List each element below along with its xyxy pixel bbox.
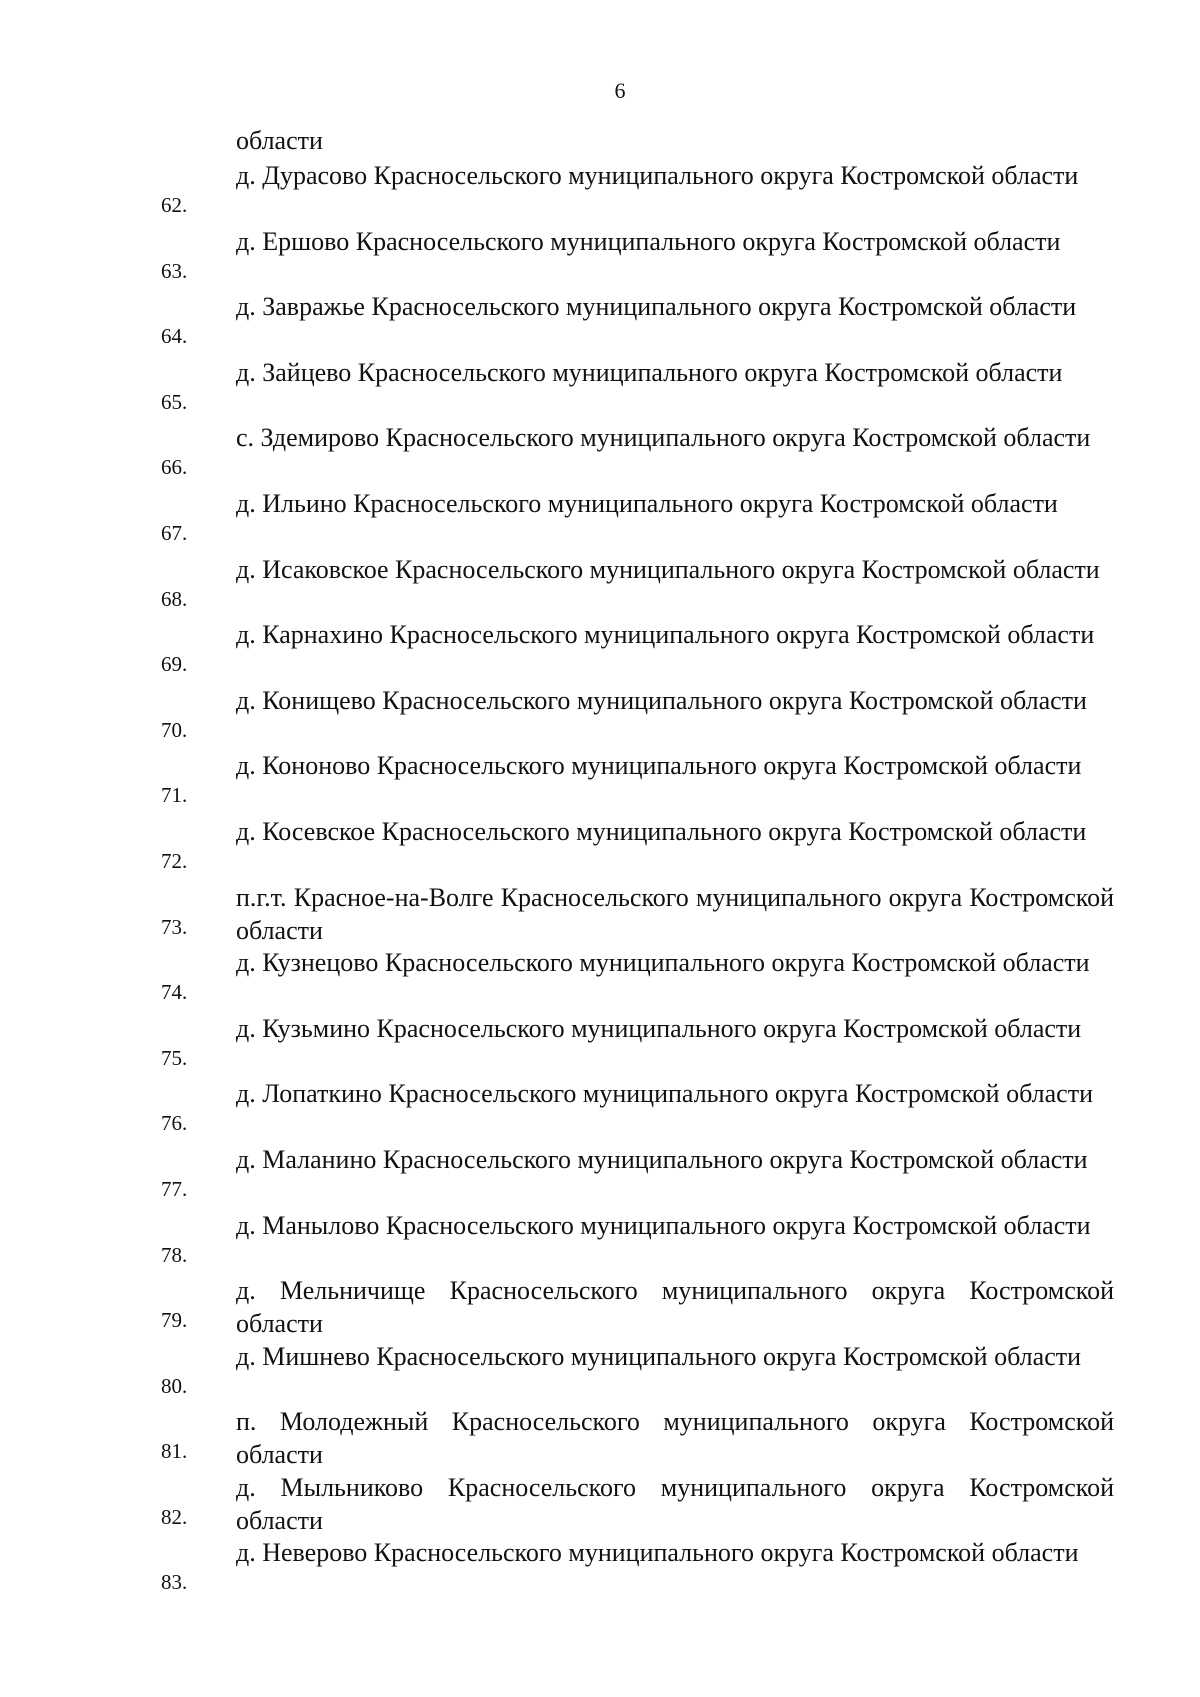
list-item <box>0 812 1200 878</box>
item-text: д. Манылово Красносельского муниципального округа Костромской области <box>236 1210 1091 1240</box>
list-item <box>0 615 1200 681</box>
item-number: 75. <box>161 1045 188 1070</box>
list-item <box>0 878 1200 944</box>
list-item <box>0 156 1200 222</box>
item-text: д. Конищево Красносельского муниципального округа Костромской области <box>236 685 1087 715</box>
item-number: 81. <box>161 1439 188 1464</box>
item-text: д. Кузьмино Красносельского муниципального округа Костромской области <box>236 1013 1082 1043</box>
item-text: д. Мыльниково Красносельского муниципального округа Костромской области <box>236 1472 1114 1535</box>
item-text: д. Косевское Красносельского муниципального округа Костромской области <box>236 816 1087 846</box>
item-number: 77. <box>161 1176 188 1201</box>
item-text: п. Молодежный Красносельского муниципального округа Костромской области <box>236 1407 1114 1470</box>
list-item <box>0 484 1200 550</box>
item-text: д. Неверово Красносельского муниципального округа Костромской области <box>236 1538 1079 1568</box>
item-number: 80. <box>161 1373 188 1398</box>
list-item <box>0 222 1200 288</box>
item-number: 74. <box>161 980 188 1005</box>
list-item <box>0 1009 1200 1075</box>
list-item <box>0 1402 1200 1468</box>
list-item <box>0 1533 1200 1599</box>
item-number: 67. <box>161 520 188 545</box>
item-number: 83. <box>161 1570 188 1595</box>
item-number: 70. <box>161 717 188 742</box>
item-text: д. Лопаткино Красносельского муниципального округа Костромской области <box>236 1079 1093 1109</box>
item-number: 73. <box>161 914 188 939</box>
item-text: с. Здемирово Красносельского муниципального округа Костромской области <box>236 423 1091 453</box>
list-item <box>0 681 1200 747</box>
item-text: д. Завражье Красносельского муниципального округа Костромской области <box>236 292 1077 322</box>
continuation-line <box>0 128 1200 156</box>
item-number: 63. <box>161 258 188 283</box>
item-text: д. Ильино Красносельского муниципального округа Костромской области <box>236 488 1058 518</box>
item-number: 66. <box>161 455 188 480</box>
list-item <box>0 287 1200 353</box>
item-text: п.г.т. Красное-на-Волге Красносельского муниципального округа Костромской области <box>236 882 1114 945</box>
page-number: 6 <box>614 78 626 103</box>
item-text: д. Ершово Красносельского муниципального округа Костромской области <box>236 226 1061 256</box>
item-number: 68. <box>161 586 188 611</box>
list-item <box>0 943 1200 1009</box>
list-item <box>0 418 1200 484</box>
item-text: д. Дурасово Красносельского муниципального округа Костромской области <box>236 161 1079 190</box>
list-item <box>0 1337 1200 1403</box>
list-item <box>0 550 1200 616</box>
list-item <box>0 1271 1200 1337</box>
list-item <box>0 1468 1200 1534</box>
list-item <box>0 353 1200 419</box>
item-text: д. Маланино Красносельского муниципального округа Костромской области <box>236 1144 1088 1174</box>
item-number: 71. <box>161 783 188 808</box>
item-number: 62. <box>161 193 188 217</box>
list-items <box>0 156 1200 1599</box>
item-text: д. Мельничище Красносельского муниципального округа Костромской области <box>236 1276 1114 1339</box>
item-text: д. Исаковское Красносельского муниципального округа Костромской области <box>236 554 1100 584</box>
item-text: д. Карнахино Красносельского муниципального округа Костромской области <box>236 620 1095 650</box>
list-item <box>0 1206 1200 1272</box>
item-number: 78. <box>161 1242 188 1267</box>
settlement-list <box>0 128 1200 1599</box>
item-number: 65. <box>161 389 188 414</box>
item-text: д. Мишнево Красносельского муниципального округа Костромской области <box>236 1341 1082 1371</box>
item-number: 69. <box>161 652 188 677</box>
item-number: 72. <box>161 848 188 873</box>
item-text: д. Кононово Красносельского муниципального округа Костромской области <box>236 751 1082 781</box>
item-text: д. Кузнецово Красносельского муниципального округа Костромской области <box>236 948 1090 978</box>
list-item <box>0 1074 1200 1140</box>
item-number: 64. <box>161 324 188 349</box>
item-number: 79. <box>161 1308 188 1333</box>
continuation-text: области <box>236 126 323 155</box>
item-number: 82. <box>161 1504 188 1529</box>
list-item <box>0 1140 1200 1206</box>
item-text: д. Зайцево Красносельского муниципального округа Костромской области <box>236 357 1063 387</box>
item-number: 76. <box>161 1111 188 1136</box>
list-item <box>0 746 1200 812</box>
